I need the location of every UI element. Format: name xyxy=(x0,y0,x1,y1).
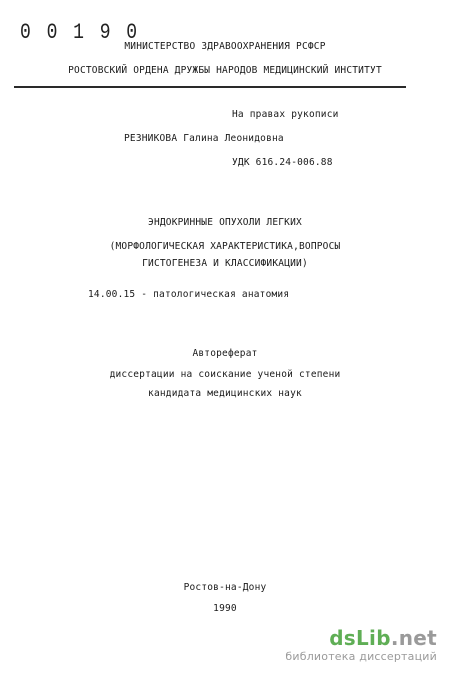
dslib-logo-part-1: dsLib xyxy=(329,626,391,650)
abstract-degree-line-1: диссертации на соискание ученой степени xyxy=(109,369,341,380)
udk-code: УДК 616.24-006.88 xyxy=(232,157,333,168)
dslib-logo-part-2: .net xyxy=(390,626,437,650)
dslib-watermark-logo[interactable] xyxy=(329,626,437,650)
thesis-title-line-3: ГИСТОГЕНЕЗА И КЛАССИФИКАЦИИ) xyxy=(142,258,308,269)
publication-year: 1990 xyxy=(213,603,237,614)
abstract-degree-line-2: кандидата медицинских наук xyxy=(148,388,302,399)
abstract-label: Автореферат xyxy=(192,348,258,359)
ministry-heading: МИНИСТЕРСТВО ЗДРАВООХРАНЕНИЯ РСФСР xyxy=(124,41,326,52)
header-divider xyxy=(14,86,406,88)
thesis-title-line-1: ЭНДОКРИННЫЕ ОПУХОЛИ ЛЕГКИХ xyxy=(148,217,302,228)
specialty-code: 14.00.15 - патологическая анатомия xyxy=(88,289,290,300)
author-name: РЕЗНИКОВА Галина Леонидовна xyxy=(124,133,284,144)
publication-city: Ростов-на-Дону xyxy=(183,582,267,593)
institute-heading: РОСТОВСКИЙ ОРДЕНА ДРУЖБЫ НАРОДОВ МЕДИЦИНСКИЙ ИНСТИТУТ xyxy=(68,65,382,76)
thesis-title-line-2: (МОРФОЛОГИЧЕСКАЯ ХАРАКТЕРИСТИКА,ВОПРОСЫ xyxy=(109,241,341,252)
archive-stamp-number: 0 0 1 9 0 xyxy=(20,20,140,45)
dslib-watermark-subtitle: библиотека диссертаций xyxy=(285,650,437,663)
manuscript-note: На правах рукописи xyxy=(232,109,339,120)
